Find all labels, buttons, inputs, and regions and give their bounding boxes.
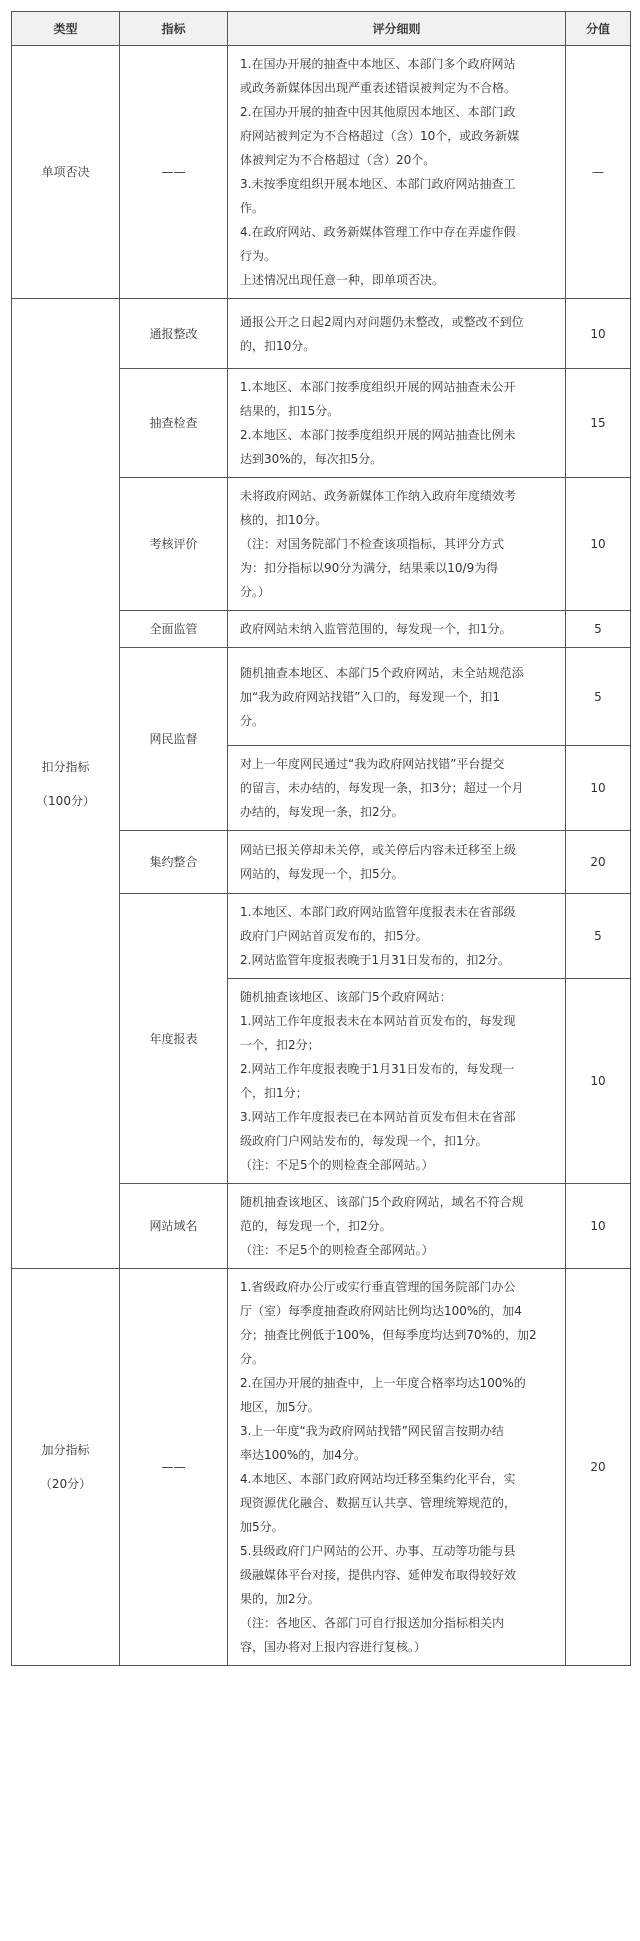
rules-cell	[228, 1184, 566, 1269]
rules-cell	[228, 478, 566, 611]
rule-line: 现资源优化融合、数据互认共享、管理统筹规范的，	[240, 1496, 517, 1510]
header-score: 分值	[566, 12, 631, 46]
score-cell: 5	[566, 611, 631, 648]
rule-line: 1.省级政府办公厅或实行垂直管理的国务院部门办公	[240, 1280, 516, 1294]
rule-line: 随机抽查该地区、该部门5个政府网站：	[240, 990, 452, 1004]
rule-line: 府网站被判定为不合格超过（含）10个，或政务新媒	[240, 129, 520, 143]
table-row	[12, 1269, 631, 1666]
rule-line: 地区，加5分。	[240, 1400, 320, 1414]
rule-line: 加“我为政府网站找错”入口的，每发现一个，扣1	[240, 689, 501, 704]
rule-line: 体被判定为不合格超过（含）20个。	[240, 153, 436, 167]
rule-line: （注：对国务院部门不检查该项指标，其评分方式	[240, 537, 505, 551]
rule-line: 3.未按季度组织开展本地区、本部门政府网站抽查工	[240, 177, 516, 191]
rule-line: 的，扣10分。	[240, 338, 316, 353]
rule-line: 办结的，每发现一条，扣2分。	[240, 805, 404, 819]
rule-line: 网站的，每发现一个，扣5分。	[240, 867, 404, 881]
rule-line: 1.在国办开展的抽查中本地区、本部门多个政府网站	[240, 57, 516, 71]
rule-line: 分；抽查比例低于100%，但每季度均达到70%的，加2	[240, 1328, 537, 1342]
rule-line: 的留言，未办结的，每发现一条，扣3分；超过一个月	[240, 781, 524, 795]
rule-line: 2.网站工作年度报表晚于1月31日发布的，每发现一	[240, 1062, 515, 1076]
rule-line: 为：扣分指标以90分为满分，结果乘以10/9为得	[240, 561, 499, 575]
rule-line: 通报公开之日起2周内对问题仍未整改，或整改不到位	[240, 314, 524, 329]
rule-line: 对上一年度网民通过“我为政府网站找错”平台提交	[240, 757, 505, 771]
type-label: 扣分指标	[41, 759, 90, 774]
header-row	[12, 12, 631, 46]
rule-line: 容，国办将对上报内容进行复核。）	[240, 1640, 427, 1654]
rule-line: 5.县级政府门户网站的公开、办事、互动等功能与县	[240, 1544, 516, 1558]
rules-cell	[228, 611, 566, 648]
rule-line: 加5分。	[240, 1520, 284, 1534]
rule-line: 核的，扣10分。	[240, 513, 328, 527]
indicator-cell: ——	[120, 46, 228, 299]
rule-line: 3.网站工作年度报表已在本网站首页发布但未在省部	[240, 1110, 516, 1124]
indicator-cell: ——	[120, 1269, 228, 1666]
type-label: 加分指标	[41, 1443, 90, 1457]
score-cell: 10	[566, 299, 631, 369]
rule-line: 级融媒体平台对接，提供内容、延伸发布取得较好效	[240, 1568, 517, 1582]
score-cell: 10	[566, 979, 631, 1184]
rule-line: 分。	[240, 1352, 265, 1366]
rule-line: 一个，扣2分；	[240, 1038, 320, 1052]
indicator-cell: 全面监管	[120, 611, 228, 648]
rule-line: 厅（室）每季度抽查政府网站比例均达100%的，加4	[240, 1304, 522, 1318]
rule-line: 个，扣1分；	[240, 1086, 308, 1100]
rules-cell	[228, 746, 566, 831]
table-row	[12, 46, 631, 299]
score-cell: 20	[566, 1269, 631, 1666]
indicator-cell: 抽查检查	[120, 369, 228, 478]
rule-line: （注：各地区、各部门可自行报送加分指标相关内	[240, 1616, 505, 1630]
rule-line: 上述情况出现任意一种，即单项否决。	[240, 273, 445, 287]
score-cell: 10	[566, 1184, 631, 1269]
rule-line: 或政务新媒体因出现严重表述错误被判定为不合格。	[240, 81, 517, 95]
rule-line: 政府网站未纳入监管范围的，每发现一个，扣1分。	[240, 622, 512, 636]
rule-line: 3.上一年度“我为政府网站找错”网民留言按期办结	[240, 1424, 504, 1438]
score-cell: 5	[566, 648, 631, 746]
rule-line: 分。）	[240, 585, 271, 599]
rule-line: 2.在国办开展的抽查中，上一年度合格率均达100%的	[240, 1376, 526, 1390]
rules-cell	[228, 831, 566, 894]
rule-line: 分。	[240, 713, 265, 728]
indicator-cell: 年度报表	[120, 894, 228, 1184]
rule-line: 未将政府网站、政务新媒体工作纳入政府年度绩效考	[240, 489, 517, 503]
indicator-cell: 网站域名	[120, 1184, 228, 1269]
type-sub-label: （20分）	[39, 1477, 92, 1491]
rule-line: 随机抽查本地区、本部门5个政府网站，未全站规范添	[240, 665, 524, 680]
rule-line: （注：不足5个的则检查全部网站。）	[240, 1243, 434, 1257]
rule-line: 2.本地区、本部门按季度组织开展的网站抽查比例未	[240, 428, 516, 442]
indicator-cell: 通报整改	[120, 299, 228, 369]
rule-line: 1.本地区、本部门政府网站监管年度报表未在省部级	[240, 905, 516, 919]
rule-line: 4.在政府网站、政务新媒体管理工作中存在弄虚作假	[240, 225, 516, 239]
rules-cell	[228, 1269, 566, 1666]
rules-cell	[228, 299, 566, 369]
rule-line: 2.网站监管年度报表晚于1月31日发布的，扣2分。	[240, 953, 510, 967]
rule-line: 2.在国办开展的抽查中因其他原因本地区、本部门政	[240, 105, 516, 119]
score-cell: 15	[566, 369, 631, 478]
score-cell: 10	[566, 746, 631, 831]
indicator-cell: 网民监督	[120, 648, 228, 831]
rule-line: 结果的，扣15分。	[240, 404, 340, 418]
type-sub-label: （100分）	[36, 793, 95, 808]
rule-line: 4.本地区、本部门政府网站均迁移至集约化平台，实	[240, 1472, 516, 1486]
score-cell: 5	[566, 894, 631, 979]
rule-line: 达到30%的，每次扣5分。	[240, 452, 383, 466]
rule-line: 随机抽查该地区、该部门5个政府网站，域名不符合规	[240, 1195, 524, 1209]
indicator-cell: 集约整合	[120, 831, 228, 894]
rule-line: 网站已报关停却未关停，或关停后内容未迁移至上级	[240, 843, 517, 857]
header-rules: 评分细则	[228, 12, 566, 46]
rules-cell	[228, 648, 566, 746]
rule-line: 行为。	[240, 249, 277, 263]
rule-line: 1.本地区、本部门按季度组织开展的网站抽查未公开	[240, 380, 516, 394]
type-cell	[12, 1269, 120, 1666]
type-cell	[12, 299, 120, 1269]
rules-cell	[228, 46, 566, 299]
rule-line: 范的，每发现一个，扣2分。	[240, 1219, 392, 1233]
rules-cell	[228, 979, 566, 1184]
rule-line: 作。	[240, 201, 265, 215]
rule-line: 1.网站工作年度报表未在本网站首页发布的，每发现	[240, 1014, 516, 1028]
score-cell: 20	[566, 831, 631, 894]
rule-line: （注：不足5个的则检查全部网站。）	[240, 1158, 434, 1172]
type-cell	[12, 46, 120, 299]
score-cell: 10	[566, 478, 631, 611]
scoring-table	[11, 11, 631, 1666]
indicator-cell: 考核评价	[120, 478, 228, 611]
score-cell: —	[566, 46, 631, 299]
table-body	[12, 46, 631, 1666]
rule-line: 率达100%的，加4分。	[240, 1448, 366, 1462]
rule-line: 级政府门户网站发布的，每发现一个，扣1分。	[240, 1134, 488, 1148]
rule-line: 果的，加2分。	[240, 1592, 320, 1606]
rules-cell	[228, 369, 566, 478]
rules-cell	[228, 894, 566, 979]
header-type: 类型	[12, 12, 120, 46]
rule-line: 政府门户网站首页发布的，扣5分。	[240, 929, 428, 943]
header-indicator: 指标	[120, 12, 228, 46]
table-row	[12, 299, 631, 369]
type-label: 单项否决	[41, 165, 90, 179]
